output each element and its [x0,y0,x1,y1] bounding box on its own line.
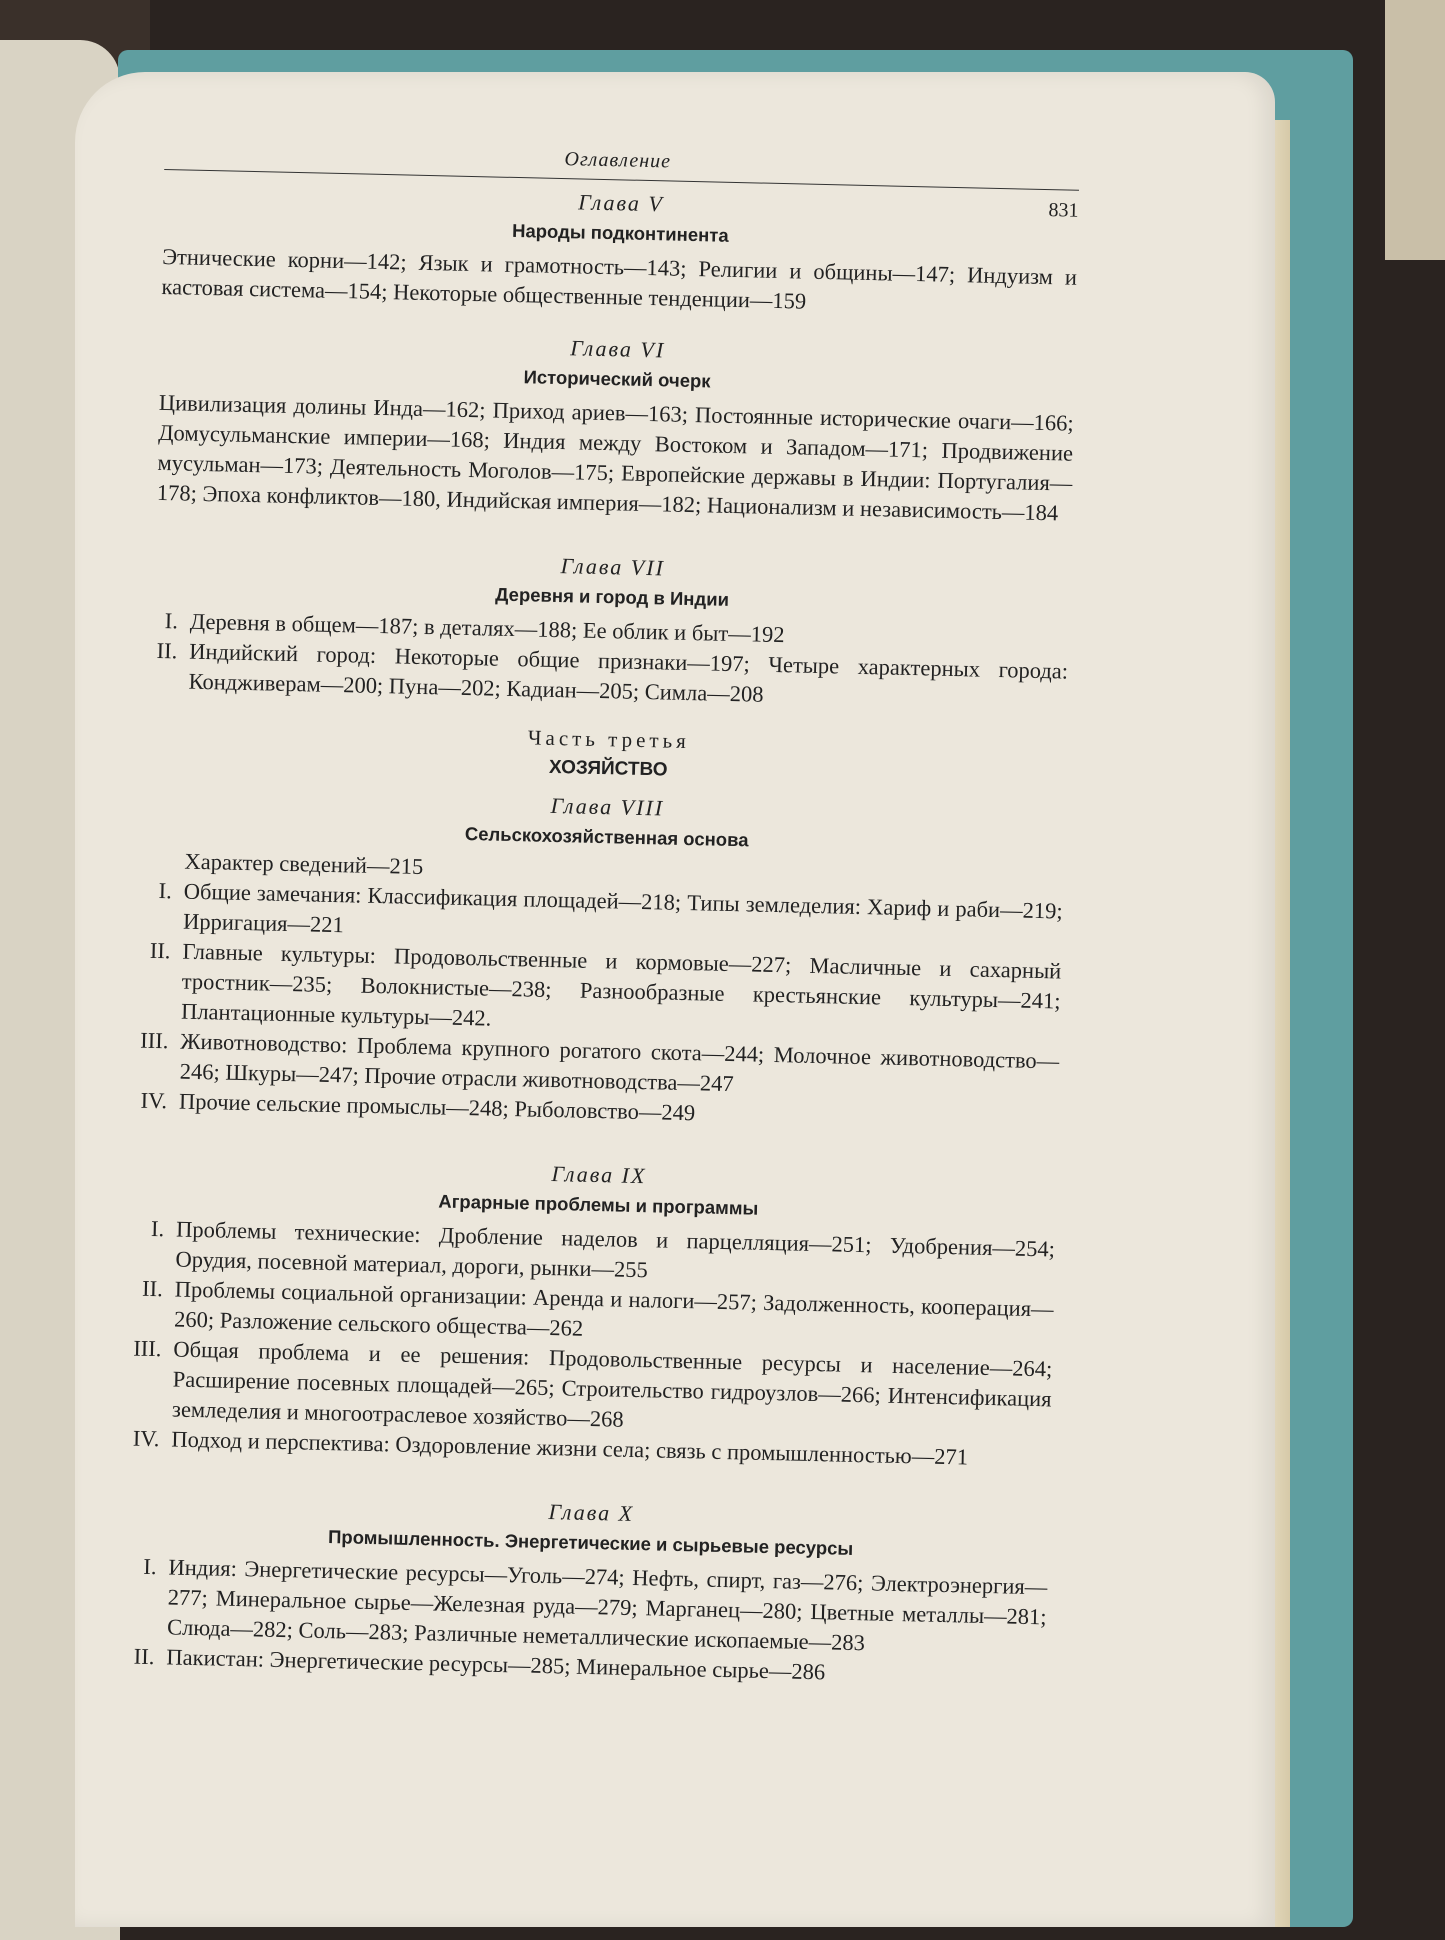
chapter-title: Народы подконтинента [511,219,729,246]
chapter-label: Глава VI [570,335,666,363]
chapter-title: Аграрные проблемы и программы [438,1190,759,1219]
list-item: I. Индия: Энергетические ресурсы—Уголь—274; Нефть, спирт, газ—276; Электроэнергия—277; Минеральное сырье—Железная руда—279; Марганец—280; Цветные металлы—281; Слюда—282; Соль—283; Различные неметаллические ископаемые—283 [143,1553,1048,1656]
part-title: ХОЗЯЙСТВО [548,756,668,781]
list-item: I. Общие замечания: Классификация площадей—218; Типы земледелия: Хариф и раби—219; Ирригация—221 [158,878,1063,938]
chapter-contents: Этнические корни—142; Язык и грамотность—143; Религии и общины—147; Индуизм и кастовая система—154; Некоторые общественные тенденции—159 [161,243,1078,314]
table-of-contents [130,135,1080,1692]
list-item: II. Проблемы социальной организации: Аренда и налоги—257; Задолженность, кооперация—260; Разложение сельского общества—262 [141,1275,1054,1341]
running-head-title: Оглавление [564,148,672,173]
chapter-label: Глава X [548,1499,635,1526]
chapter-title: Сельскохозяйственная основа [464,822,749,851]
chapter-items [140,876,1063,1137]
chapter-title: Исторический очерк [523,366,711,392]
chapter-items [132,1214,1056,1475]
list-item: IV. Подход и перспектива: Оздоровление жизни села; связь с промышленностью—271 [132,1425,969,1470]
list-item: I. Проблемы технические: Дробление наделов и парцелляция—251; Удобрения—254; Орудия, посевной материал, дороги, рынки—255 [150,1215,1056,1283]
list-item: I. Деревня в общем—187; в деталях—188; Ее облик и быт—192 [164,608,785,648]
background-book [1385,0,1445,260]
list-item: III. Животноводство: Проблема крупного рогатого скота—244; Молочное животноводство—246; Шкуры—247; Прочие отрасли животноводства—247 [140,1027,1060,1097]
list-item: IV. Прочие сельские промыслы—248; Рыболовство—249 [140,1087,696,1126]
chapter-title: Промышленность. Энергетические и сырьевые ресурсы [327,1526,854,1559]
list-item: II. Главные культуры: Продовольственные и кормовые—227; Масличные и сахарный тростник—235; Волокнистые—238; Разнообразные крестьянские культуры—241; Плантационные культуры—242. [149,937,1062,1031]
page-number: 831 [1048,199,1079,222]
chapter-label: Глава V [578,189,665,217]
chapter-items [130,1552,1047,1693]
list-item: II. Пакистан: Энергетические ресурсы—285; Минеральное сырье—286 [133,1643,826,1685]
chapter-label: Глава VII [560,553,666,581]
list-item: II. Индийский город: Некоторые общие признаки—197; Четыре характерных города: Кондживерам—200; Пуна—202; Кадиан—205; Симла—208 [156,637,1069,707]
list-item: III. Общая проблема и ее решения: Продовольственные ресурсы и население—264; Расширение посевных площадей—265; Строительство гидроузлов—266; Интенсификация земледелия и многоотраслевое хозяйство—268 [133,1335,1053,1432]
chapter-label: Глава VIII [550,792,665,821]
chapter-preface: Характер сведений—215 [184,848,424,880]
chapter-label: Глава IX [551,1161,647,1189]
chapter-title: Деревня и город в Индии [495,583,730,610]
chapter-contents: Цивилизация долины Инда—162; Приход ариев—163; Постоянные исторические очаги—166; Домусульманские империи—168; Индия между Востоком и Западом—171; Продвижение мусульман—173; Деятельность Моголов—175; Европейские державы в Индии: Португалия—178; Эпоха конфликтов—180, Индийская империя—182; Национализм и независимость—184 [156,389,1074,526]
part-label: Часть третья [527,725,691,754]
